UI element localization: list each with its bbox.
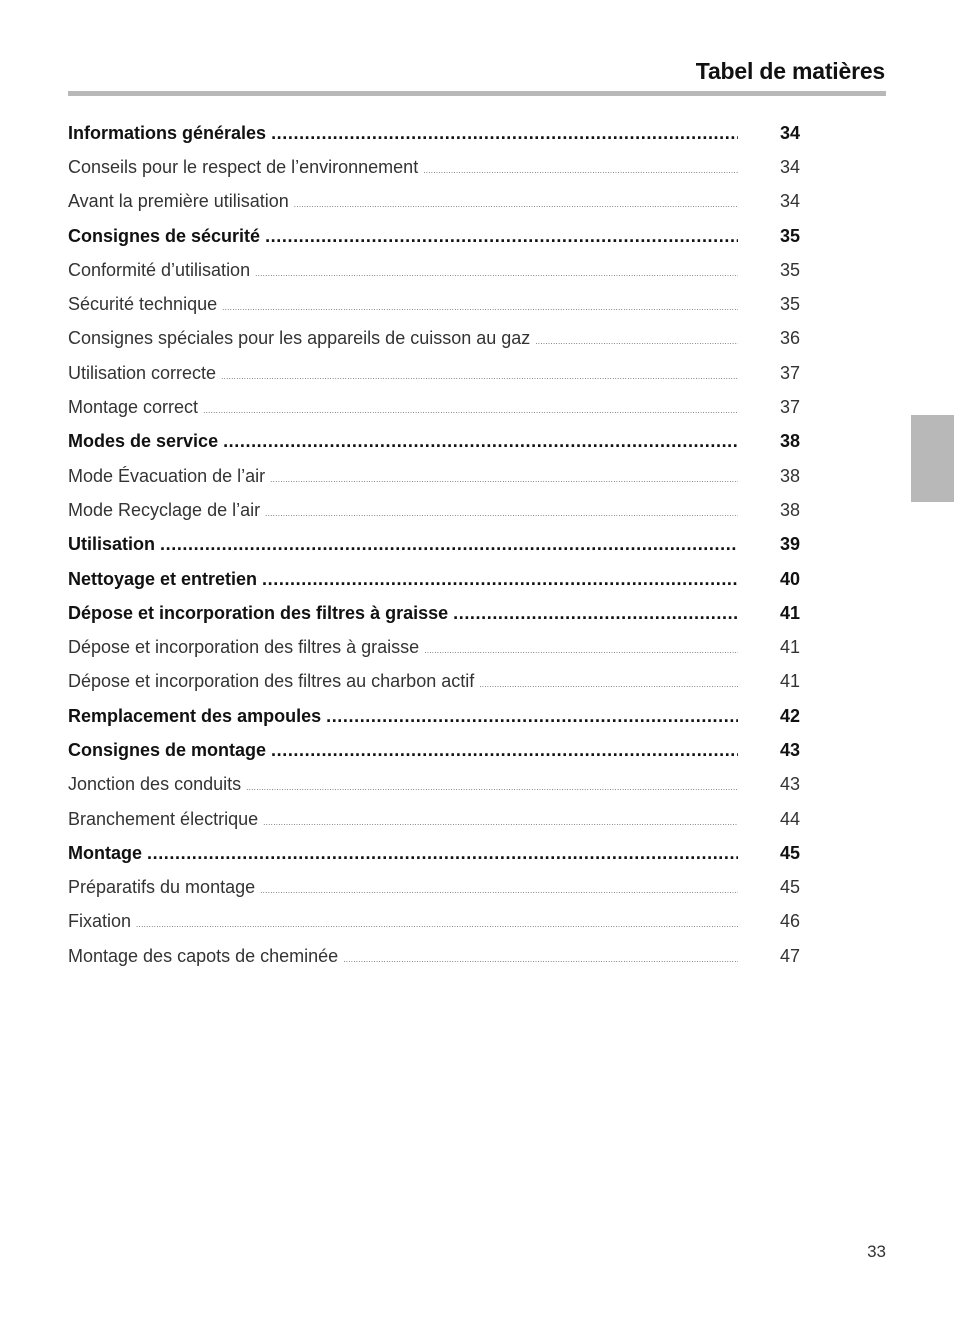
toc-entry[interactable] <box>68 493 800 527</box>
dot-leader <box>265 509 738 518</box>
dot-leader <box>424 646 738 655</box>
toc-entry-title: Montage <box>68 842 142 863</box>
toc-entry[interactable] <box>68 390 800 424</box>
toc-entry-page: 45 <box>779 877 800 898</box>
dot-leader <box>262 569 738 590</box>
dot-leader <box>221 372 738 381</box>
toc-entry-page: 41 <box>779 602 800 623</box>
toc-entry-title: Informations générales <box>68 122 267 143</box>
toc-entry-page: 38 <box>779 499 800 520</box>
toc-entry[interactable] <box>68 699 800 733</box>
toc-entry-page: 34 <box>779 122 800 143</box>
toc-entry-page: 38 <box>779 465 800 486</box>
page-title: Tabel de matières <box>695 58 885 84</box>
dot-leader <box>265 226 738 247</box>
dot-leader <box>270 475 738 484</box>
toc-entry[interactable] <box>68 150 800 184</box>
toc-entry-page: 38 <box>779 431 800 452</box>
dot-leader <box>535 337 738 346</box>
dot-leader <box>326 706 738 727</box>
toc-entry[interactable] <box>68 733 800 767</box>
dot-leader <box>343 955 738 964</box>
toc-entry-page: 40 <box>779 568 800 589</box>
toc-entry-title: Remplacement des ampoules <box>68 705 322 726</box>
toc-entry-page: 44 <box>779 808 800 829</box>
toc-entry-page: 42 <box>779 705 800 726</box>
toc-entry-title: Conseils pour le respect de l’environnement <box>68 156 419 177</box>
dot-leader <box>160 534 738 555</box>
dot-leader <box>246 783 738 792</box>
side-tab <box>911 415 954 502</box>
toc-entry[interactable] <box>68 425 800 459</box>
toc-entry-title: Utilisation correcte <box>68 362 217 383</box>
dot-leader <box>453 603 738 624</box>
toc-entry[interactable] <box>68 596 800 630</box>
toc-entry-title: Mode Évacuation de l’air <box>68 465 266 486</box>
dot-leader <box>260 886 738 895</box>
toc-entry-page: 36 <box>779 328 800 349</box>
toc-entry-page: 43 <box>779 774 800 795</box>
toc-entry[interactable] <box>68 219 800 253</box>
toc-entry-page: 45 <box>779 842 800 863</box>
toc-entry-title: Avant la première utilisation <box>68 191 289 212</box>
toc-entry[interactable] <box>68 836 800 870</box>
toc-entry-title: Dépose et incorporation des filtres à graisse <box>68 637 420 658</box>
toc-entry-page: 41 <box>779 637 800 658</box>
dot-leader <box>222 303 738 312</box>
toc-entry[interactable] <box>68 185 800 219</box>
toc-entry-page: 35 <box>779 225 800 246</box>
toc-entry-title: Mode Recyclage de l’air <box>68 499 261 520</box>
toc-entry-title: Montage correct <box>68 397 199 418</box>
toc-entry-page: 47 <box>779 945 800 966</box>
toc-entry-title: Préparatifs du montage <box>68 877 256 898</box>
dot-leader <box>223 431 738 452</box>
toc-entry-page: 46 <box>779 911 800 932</box>
toc-entry[interactable] <box>68 905 800 939</box>
toc-entry[interactable] <box>68 562 800 596</box>
title-rule <box>68 91 886 96</box>
dot-leader <box>479 680 738 689</box>
toc-entry-title: Consignes de sécurité <box>68 225 261 246</box>
page-number: 33 <box>867 1242 886 1261</box>
toc-entry[interactable] <box>68 459 800 493</box>
table-of-contents <box>68 116 800 973</box>
toc-entry-title: Modes de service <box>68 431 219 452</box>
toc-entry-title: Dépose et incorporation des filtres à graisse <box>68 602 449 623</box>
toc-entry[interactable] <box>68 287 800 321</box>
toc-entry[interactable] <box>68 116 800 150</box>
toc-entry-page: 35 <box>779 259 800 280</box>
toc-entry-title: Utilisation <box>68 534 156 555</box>
toc-entry-page: 34 <box>779 191 800 212</box>
toc-entry[interactable] <box>68 528 800 562</box>
toc-entry-title: Jonction des conduits <box>68 774 242 795</box>
toc-entry[interactable] <box>68 356 800 390</box>
toc-entry-title: Sécurité technique <box>68 294 218 315</box>
toc-entry-title: Fixation <box>68 911 132 932</box>
toc-entry-title: Consignes spéciales pour les appareils de cuisson au gaz <box>68 328 531 349</box>
toc-entry-page: 34 <box>779 156 800 177</box>
dot-leader <box>147 843 738 864</box>
toc-entry-title: Conformité d’utilisation <box>68 259 251 280</box>
toc-entry[interactable] <box>68 665 800 699</box>
toc-entry-title: Montage des capots de cheminée <box>68 945 339 966</box>
toc-entry-page: 43 <box>779 739 800 760</box>
dot-leader <box>271 123 738 144</box>
dot-leader <box>271 740 738 761</box>
toc-entry[interactable] <box>68 253 800 287</box>
toc-entry-page: 37 <box>779 362 800 383</box>
toc-entry[interactable] <box>68 802 800 836</box>
toc-entry-page: 39 <box>779 534 800 555</box>
toc-entry[interactable] <box>68 630 800 664</box>
toc-entry-title: Dépose et incorporation des filtres au charbon actif <box>68 671 475 692</box>
dot-leader <box>423 166 738 175</box>
toc-entry-title: Nettoyage et entretien <box>68 568 258 589</box>
dot-leader <box>203 406 738 415</box>
toc-entry[interactable] <box>68 322 800 356</box>
toc-entry-page: 35 <box>779 294 800 315</box>
toc-entry-title: Branchement électrique <box>68 808 259 829</box>
toc-entry-title: Consignes de montage <box>68 739 267 760</box>
toc-entry-page: 37 <box>779 397 800 418</box>
toc-entry-page: 41 <box>779 671 800 692</box>
dot-leader <box>294 200 738 209</box>
toc-entry[interactable] <box>68 871 800 905</box>
toc-entry[interactable] <box>68 768 800 802</box>
dot-leader <box>263 818 738 827</box>
dot-leader <box>255 269 738 278</box>
dot-leader <box>136 920 738 929</box>
toc-entry[interactable] <box>68 939 800 973</box>
